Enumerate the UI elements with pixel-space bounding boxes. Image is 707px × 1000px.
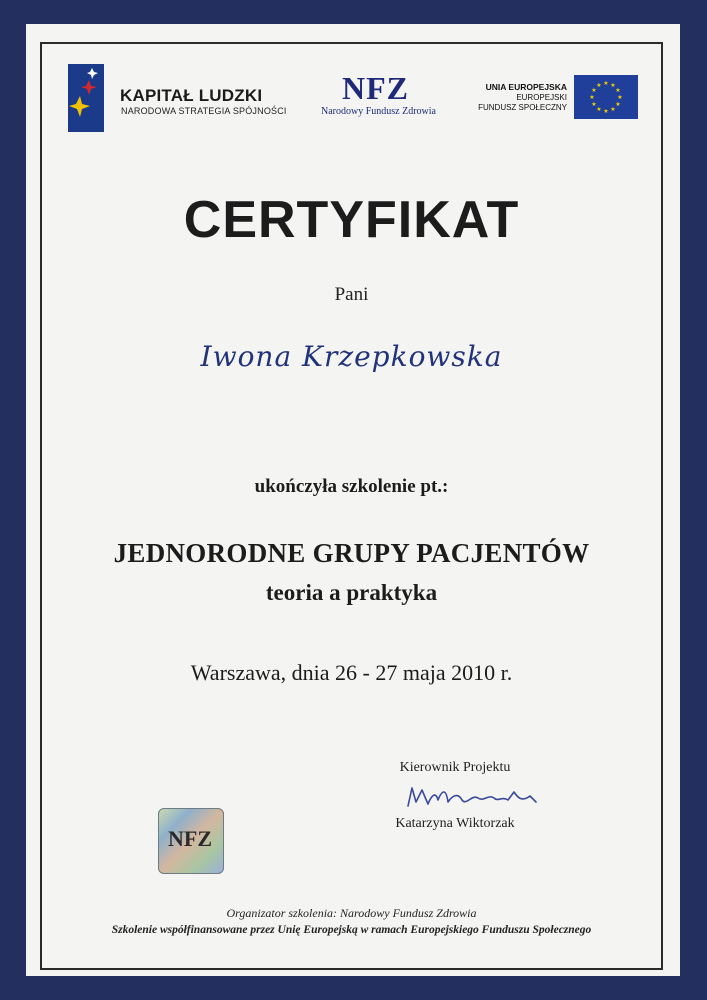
nfz-logo: NFZ (342, 70, 409, 106)
certificate-title: CERTYFIKAT (183, 191, 520, 249)
nfz-subtitle: Narodowy Fundusz Zdrowia (321, 106, 436, 117)
place-date: Warszawa, dnia 26 - 27 maja 2010 r. (190, 660, 513, 685)
svg-text:★: ★ (603, 108, 609, 115)
svg-text:★: ★ (596, 106, 602, 113)
svg-text:★: ★ (603, 80, 609, 87)
course-title: JEDNORODNE GRUPY PACJENTÓW (113, 538, 590, 568)
signature-name: Katarzyna Wiktorzak (395, 816, 515, 831)
signature-role: Kierownik Projektu (399, 760, 511, 775)
eu-title: UNIA EUROPEJSKA (485, 82, 567, 92)
funding-text: Szkolenie współfinansowane przez Unię Europejską w ramach Europejskiego Funduszu Społecznego (111, 924, 592, 936)
svg-text:★: ★ (610, 82, 616, 89)
kapital-ludzki-subtitle: NARODOWA STRATEGIA SPÓJNOŚCI (121, 106, 287, 116)
salutation: Pani (334, 284, 369, 305)
svg-text:★: ★ (617, 94, 623, 101)
kapital-ludzki-title: KAPITAŁ LUDZKI (120, 86, 263, 105)
eu-flag-icon (574, 75, 638, 119)
svg-text:★: ★ (589, 94, 595, 101)
kapital-ludzki-logo-icon (68, 64, 104, 132)
eu-subtitle-line1: EUROPEJSKI (516, 93, 567, 102)
completed-text: ukończyła szkolenie pt.: (254, 476, 449, 497)
svg-text:★: ★ (615, 101, 621, 108)
svg-text:★: ★ (610, 106, 616, 113)
organizer-text: Organizator szkolenia: Narodowy Fundusz Zdrowia (226, 906, 477, 920)
inner-border (40, 42, 663, 970)
handwritten-signature (402, 780, 542, 814)
svg-text:★: ★ (591, 101, 597, 108)
svg-text:★: ★ (615, 87, 621, 94)
svg-text:★: ★ (596, 82, 602, 89)
hologram-label: NFZ (168, 826, 212, 851)
eu-subtitle-line2: FUNDUSZ SPOŁECZNY (478, 103, 567, 112)
svg-text:★: ★ (591, 87, 597, 94)
course-subtitle: teoria a praktyka (265, 580, 438, 605)
recipient-name: Iwona Krzepkowska (200, 340, 503, 373)
